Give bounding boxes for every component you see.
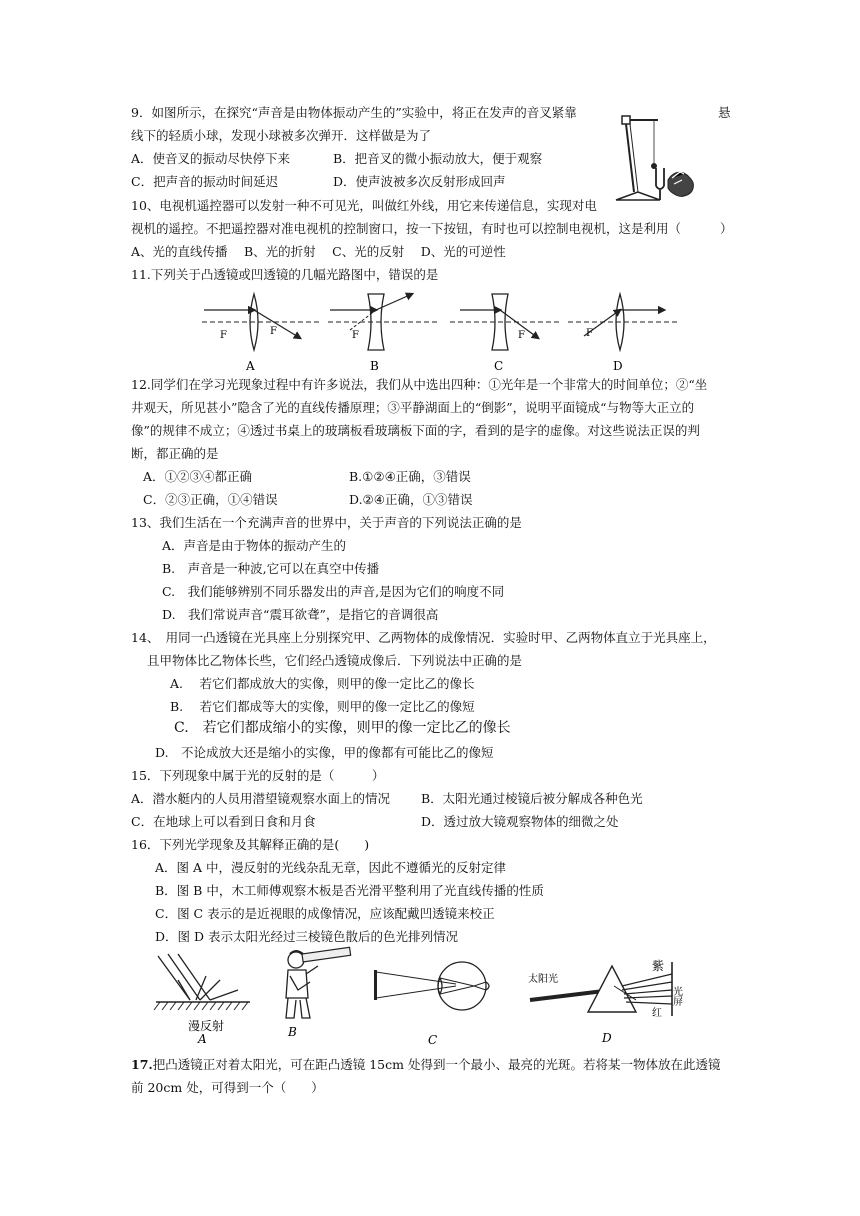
q14-option-b: B. 若它们都成等大的实像，则甲的像一定比乙的像短 <box>170 699 475 714</box>
q14-option-c: C. 若它们都成缩小的实像，则甲的像一定比乙的像长 <box>174 720 511 736</box>
q17-line1-text: 把凸透镜正对着太阳光，可在距凸透镜 15cm 处得到一个最小、最亮的光斑。若将某一物体放在此透镜 <box>152 1057 721 1072</box>
q15-option-b: B．太阳光通过棱镜后被分解成各种色光 <box>421 791 643 806</box>
q13-stem: 13、我们生活在一个充满声音的世界中，关于声音的下列说法正确的是 <box>131 515 522 530</box>
lens-ray-diagrams <box>200 288 680 374</box>
carpenter-figure <box>276 946 356 1044</box>
violet-label: 紫 <box>652 959 665 973</box>
q12-line1: 12.同学们在学习光现象过程中有许多说法，我们从中选出四种：①光年是一个非常大的时间单位；②“坐 <box>131 377 708 392</box>
q9-option-c: C．把声音的振动时间延迟 <box>131 174 279 189</box>
diagram-a-label: A <box>246 359 255 373</box>
q14-option-a: A. 若它们都成放大的实像，则甲的像一定比乙的像长 <box>170 676 475 691</box>
q10-line1: 10、电视机遥控器可以发射一种不可见光，叫做红外线，用它来传递信息，实现对电 <box>131 198 597 213</box>
q9-line1-tail: 悬 <box>718 105 731 120</box>
diagram-c-label: C <box>494 359 504 373</box>
diagram-d-f: F <box>586 328 593 339</box>
q15-stem: 15．下列现象中属于光的反射的是（ ） <box>131 768 385 783</box>
q15-option-a: A．潜水艇内的人员用潜望镜观察水面上的情况 <box>131 791 391 806</box>
q9-line2: 线下的轻质小球，发现小球被多次弹开．这样做是为了 <box>131 128 432 143</box>
q10-line2-tail: ） <box>720 221 733 236</box>
q16-option-c: C．图 C 表示的是近视眼的成像情况，应该配戴凹透镜来校正 <box>155 906 495 921</box>
q16-option-d: D．图 D 表示太阳光经过三棱镜色散后的色光排列情况 <box>155 929 458 944</box>
fig-a-caption: 漫反射 <box>188 1019 225 1033</box>
q10-line2: 视机的遥控。不把遥控器对准电视机的控制窗口，按一下按钮，有时也可以控制电视机，这是利用（ <box>131 221 682 236</box>
diagram-a-f-left: F <box>220 330 227 341</box>
q14-option-d: D. 不论成放大还是缩小的实像，甲的像都有可能比乙的像短 <box>155 745 494 760</box>
diagram-d <box>568 294 678 373</box>
q13-option-b: B. 声音是一种波,它可以在真空中传播 <box>162 561 380 576</box>
q12-option-b: B.①②④正确，③错误 <box>349 469 471 484</box>
q9-line1: 9．如图所示，在探究“声音是由物体振动产生的”实验中，将正在发声的音叉紧靠 <box>131 105 577 120</box>
q16-option-b: B．图 B 中，木工师傅观察木板是否光滑平整利用了光直线传播的性质 <box>155 883 544 898</box>
diagram-b-label: B <box>370 359 379 373</box>
q11-stem: 11.下列关于凸透镜或凹透镜的几幅光路图中，错误的是 <box>131 267 439 282</box>
diagram-a <box>202 294 320 373</box>
q13-option-a: A．声音是由于物体的振动产生的 <box>162 538 347 553</box>
q17-line2: 前 20cm 处，可得到一个（ ） <box>131 1080 324 1095</box>
q9-option-b: B．把音叉的微小振动放大，便于观察 <box>333 151 543 166</box>
prism-dispersion-figure <box>526 956 696 1050</box>
diagram-b-f: F <box>352 330 359 341</box>
q10-options: A、光的直线传播 B、光的折射 C、光的反射 D、光的可逆性 <box>131 244 506 259</box>
diffuse-reflection-figure <box>150 950 260 1044</box>
sunlight-label: 太阳光 <box>528 974 558 985</box>
q9-option-d: D．使声波被多次反射形成回声 <box>333 174 506 189</box>
q17-number: 17. <box>131 1057 153 1072</box>
q15-option-d: D．透过放大镜观察物体的细微之处 <box>421 814 619 829</box>
q12-line2: 井观天，所见甚小”隐含了光的直线传播原理；③平静湖面上的“倒影”，说明平面镜成“与物等大正立的 <box>131 400 695 415</box>
q16-option-a: A．图 A 中，漫反射的光线杂乱无章，因此不遵循光的反射定律 <box>155 860 507 875</box>
fig-b-label: B <box>288 1025 297 1039</box>
q12-line3: 像”的规律不成立；④透过书桌上的玻璃板看玻璃板下面的字，看到的是字的虚像。对这些说法正误的判 <box>131 423 700 438</box>
q13-option-c: C. 我们能够辨别不同乐器发出的声音,是因为它们的响度不同 <box>162 584 505 599</box>
q12-option-c: C．②③正确，①④错误 <box>143 492 278 507</box>
q12-option-d: D.②④正确，①③错误 <box>349 492 473 507</box>
q14-line2: 且甲物体比乙物体长些，它们经凸透镜成像后．下列说法中正确的是 <box>147 653 523 668</box>
myopia-eye-figure <box>370 960 506 1046</box>
q15-option-c: C．在地球上可以看到日食和月食 <box>131 814 316 829</box>
q12-option-a: A．①②③④都正确 <box>143 469 253 484</box>
q14-line1: 14、 用同一凸透镜在光具座上分别探究甲、乙两物体的成像情况．实验时甲、乙两物体直立于光具座上， <box>131 630 716 645</box>
diagram-b <box>328 294 440 373</box>
q9-option-a: A．使音叉的振动尽快停下来 <box>131 151 291 166</box>
fig-a-label: A <box>198 1032 207 1044</box>
q13-option-d: D. 我们常说声音“震耳欲聋”，是指它的音调很高 <box>162 607 439 622</box>
diagram-a-f-right: F <box>270 326 277 337</box>
diagram-c <box>450 294 560 373</box>
tuning-fork-figure <box>608 108 708 208</box>
q16-stem: 16．下列光学现象及其解释正确的是( ) <box>131 837 370 852</box>
screen-label: 光屏 <box>670 986 682 1006</box>
fig-d-label: D <box>602 1031 612 1045</box>
fig-c-label: C <box>428 1033 438 1046</box>
q12-line4: 断，都正确的是 <box>131 446 219 461</box>
diagram-d-label: D <box>613 359 623 373</box>
diagram-c-f: F <box>518 330 525 341</box>
q17-line1 <box>131 1056 720 1074</box>
red-label: 红 <box>652 1008 662 1019</box>
